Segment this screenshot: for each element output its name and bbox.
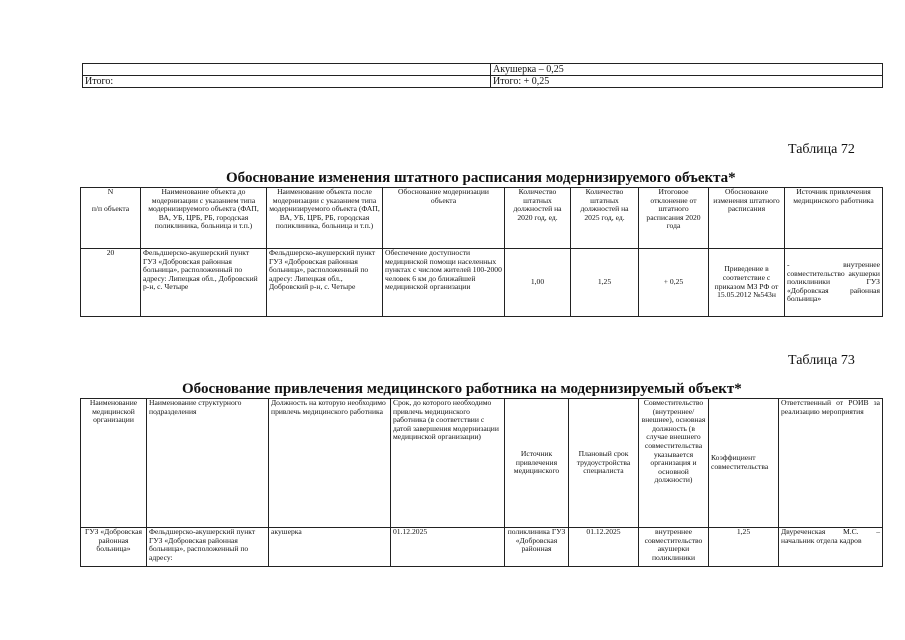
t73-header-coefficient: Коэффициент совместительства	[709, 399, 779, 528]
t73-cell-position: акушерка	[269, 528, 391, 567]
t72-header-deviation: Итоговое отклонение от штатного расписания 2020 года	[639, 188, 709, 249]
table-73-title: Обоснование привлечения медицинского работника на модернизируемый объект*	[182, 381, 742, 397]
t72-header-change-reason: Обоснование изменения штатного расписания	[709, 188, 785, 249]
t72-cell-number: 20	[81, 249, 141, 317]
t73-cell-organization: ГУЗ «Добровская районная больница»	[81, 528, 147, 567]
t73-header-position: Должность на которую необходимо привлечь медицинского работника	[269, 399, 391, 528]
t72-header-staff-2020: Количество штатных должностей на 2020 год, ед.	[505, 188, 571, 249]
table-row	[81, 249, 883, 317]
t72-header-object-before: Наименование объекта до модернизации с указанием типа модернизируемого объекта (ФАП, ВА, УБ, ЦРБ, РБ, городская поликлиника, больница и т.п.)	[141, 188, 267, 249]
t72-cell-object-after: Фельдшерско-акушерский пункт ГУЗ «Добровская районная больница», расположенный по адресу: Липецкая обл., Добровский р-н, с. Четыре	[267, 249, 383, 317]
t72-cell-object-before: Фельдшерско-акушерский пункт ГУЗ «Добровская районная больница», расположенный по адресу: Липецкая обл., Добровский р-н, с. Четыре	[141, 249, 267, 317]
t73-cell-combination: внутреннее совместительство акушерки поликлиники	[639, 528, 709, 567]
summary-cell-empty	[83, 64, 491, 76]
t72-header-number: N п/п объекта	[81, 188, 141, 249]
t72-cell-justification: Обеспечение доступности медицинской помощи населенных пунктах с числом жителей 100-2000 человек 6 км до ближайшей медицинской организации	[383, 249, 505, 317]
table-72-caption: Таблица 72	[788, 142, 855, 157]
table-73	[80, 398, 883, 567]
t73-header-planned-date: Плановый срок трудоустройства специалиста	[569, 399, 639, 528]
t72-cell-source: - внутреннее совместительство акушерки поликлиники ГУЗ «Добровская районная больница»	[785, 249, 883, 317]
t72-header-justification: Обоснование модернизации объекта	[383, 188, 505, 249]
summary-table	[82, 63, 883, 88]
t73-header-organization: Наименование медицинской организации	[81, 399, 147, 528]
t73-cell-responsible: Двуреченская М.С. – начальник отдела кадров	[779, 528, 883, 567]
t73-header-deadline: Срок, до которого необходимо привлечь медицинского работника (в соответствии с датой завершения модернизации медицинской организации)	[391, 399, 505, 528]
table-72	[80, 187, 883, 317]
t72-cell-change-reason: Приведение в соответствие с приказом МЗ РФ от 15.05.2012 №543н	[709, 249, 785, 317]
summary-midwife-cell: Акушерка – 0,25	[491, 64, 883, 76]
t72-cell-staff-2025: 1,25	[571, 249, 639, 317]
t72-header-staff-2025: Количество штатных должностей на 2025 год, ед.	[571, 188, 639, 249]
summary-total-value: Итого: + 0,25	[491, 76, 883, 88]
t72-header-source: Источник привлечения медицинского работника	[785, 188, 883, 249]
table-73-caption: Таблица 73	[788, 353, 855, 368]
t73-cell-source: поликлиника ГУЗ «Добровская районная	[505, 528, 569, 567]
t73-header-combination: Совместительство (внутреннее/внешнее), основная должность (в случае внешнего совместительства указывается организация и основной должности)	[639, 399, 709, 528]
t73-header-subdivision: Наименование структурного подразделения	[147, 399, 269, 528]
t72-cell-staff-2020: 1,00	[505, 249, 571, 317]
t73-cell-coefficient: 1,25	[709, 528, 779, 567]
t73-header-responsible: Ответственный от РОИВ за реализацию мероприятия	[779, 399, 883, 528]
table-row	[81, 528, 883, 567]
t73-header-source: Источник привлечения медицинского	[505, 399, 569, 528]
t73-cell-deadline: 01.12.2025	[391, 528, 505, 567]
t72-cell-deviation: + 0,25	[639, 249, 709, 317]
summary-total-label: Итого:	[83, 76, 491, 88]
table-72-title: Обоснование изменения штатного расписания модернизируемого объекта*	[226, 170, 736, 186]
t73-cell-planned-date: 01.12.2025	[569, 528, 639, 567]
t72-header-object-after: Наименование объекта после модернизации с указанием типа модернизируемого объекта (ФАП, ВА, УБ, ЦРБ, РБ, городская поликлиника, больница и т.п.)	[267, 188, 383, 249]
t73-cell-subdivision: Фельдшерско-акушерский пункт ГУЗ «Добровская районная больница», расположенный по адресу:	[147, 528, 269, 567]
